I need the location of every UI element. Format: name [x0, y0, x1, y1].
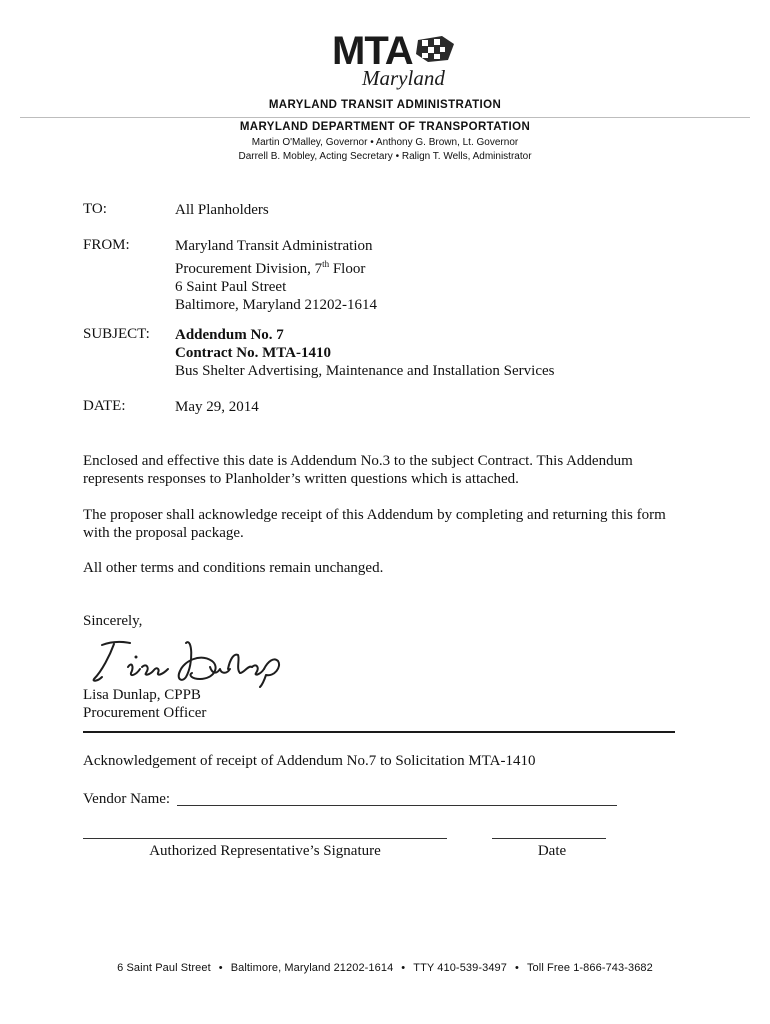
- signer-title: Procurement Officer: [83, 705, 207, 721]
- paragraph-terms: All other terms and conditions remain unchanged.: [83, 560, 384, 576]
- footer-contact: 6 Saint Paul Street • Baltimore, Maryland 21202-1614 • TTY 410-539-3497 • Toll Free 1-866-743-3682: [117, 962, 653, 974]
- subject-description: Bus Shelter Advertising, Maintenance and Installation Services: [175, 363, 555, 379]
- from-line-2: Procurement Division, 7th Floor: [175, 259, 366, 277]
- date-label: DATE:: [83, 398, 126, 414]
- vendor-name-label: Vendor Name:: [83, 791, 171, 807]
- signature-line[interactable]: [83, 838, 447, 839]
- to-label: TO:: [83, 201, 107, 217]
- date-line-label: Date: [537, 843, 567, 859]
- date-value: May 29, 2014: [175, 399, 259, 415]
- handwritten-signature: [88, 633, 288, 688]
- footer-city: Baltimore, Maryland 21202-1614: [230, 962, 394, 974]
- subject-block: [175, 326, 555, 380]
- from-line-4: Baltimore, Maryland 21202-1614: [175, 297, 378, 313]
- logo-mta-text: MTA: [332, 30, 413, 73]
- paragraph-enclosed: Enclosed and effective this date is Addendum No.3 to the subject Contract. This Addendum represents responses to Planholder’s written questions which is attached.: [83, 453, 633, 487]
- mta-maryland-logo: [330, 30, 460, 90]
- vendor-name-line[interactable]: [177, 805, 617, 806]
- department-name: MARYLAND DEPARTMENT OF TRANSPORTATION: [239, 121, 531, 133]
- signer-name: Lisa Dunlap, CPPB: [83, 687, 201, 703]
- footer-toll-free: Toll Free 1-866-743-3682: [526, 962, 653, 974]
- from-block: [175, 237, 377, 314]
- section-divider: [83, 731, 675, 733]
- acknowledgement-statement: Acknowledgement of receipt of Addendum No.7 to Solicitation MTA-1410: [83, 753, 536, 769]
- signature-line-label: Authorized Representative’s Signature: [149, 843, 381, 859]
- signer-block: [83, 686, 703, 722]
- to-value: All Planholders: [175, 202, 269, 218]
- officials-line-1: Martin O'Malley, Governor • Anthony G. Brown, Lt. Governor: [251, 137, 519, 148]
- from-line-3: 6 Saint Paul Street: [175, 279, 287, 295]
- subject-addendum: Addendum No. 7: [175, 327, 284, 343]
- logo-maryland-text: Maryland: [362, 66, 445, 90]
- subject-contract: Contract No. MTA-1410: [175, 345, 331, 361]
- closing: Sincerely,: [83, 613, 143, 629]
- footer-address: 6 Saint Paul Street: [117, 962, 211, 974]
- footer-tty: TTY 410-539-3497: [413, 962, 507, 974]
- subject-label: SUBJECT:: [83, 326, 150, 342]
- paragraph-acknowledge: The proposer shall acknowledge receipt of this Addendum by completing and returning this form with the proposal package.: [83, 507, 666, 541]
- maryland-flag-icon: [416, 36, 454, 62]
- date-line[interactable]: [492, 838, 606, 839]
- letterhead-divider: [20, 117, 750, 118]
- agency-name: MARYLAND TRANSIT ADMINISTRATION: [268, 99, 502, 111]
- from-line-1: Maryland Transit Administration: [175, 238, 373, 254]
- from-label: FROM:: [83, 237, 130, 253]
- officials-line-2: Darrell B. Mobley, Acting Secretary • Ralign T. Wells, Administrator: [238, 151, 532, 162]
